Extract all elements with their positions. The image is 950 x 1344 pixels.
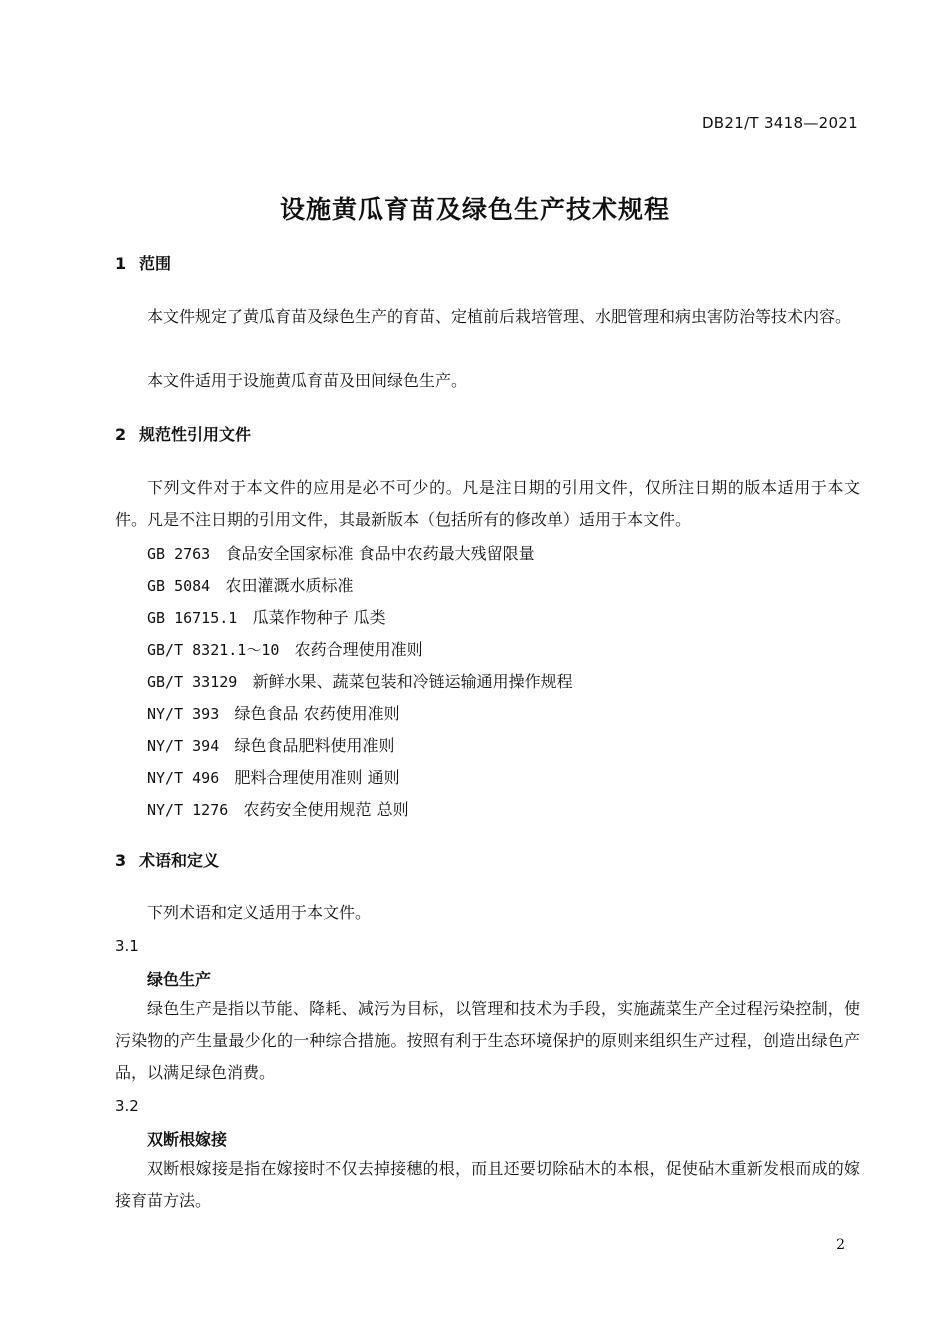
reference-code: NY/T 393: [147, 705, 220, 723]
reference-item: [147, 605, 386, 628]
reference-code: NY/T 1276: [147, 801, 229, 819]
section-2-heading: [115, 422, 251, 445]
reference-code: GB/T 33129: [147, 673, 238, 691]
section-1-paragraph-2: 本文件适用于设施黄瓜育苗及田间绿色生产。: [147, 371, 468, 390]
reference-code: GB 2763: [147, 545, 211, 563]
reference-item: [147, 701, 400, 724]
standard-code: DB21/T 3418—2021: [701, 114, 858, 132]
reference-title: 农田灌溉水质标准: [225, 576, 354, 595]
section-number: 3: [115, 851, 127, 870]
reference-code: GB 5084: [147, 577, 211, 595]
reference-title: 肥料合理使用准则 通则: [234, 768, 400, 787]
reference-item: [147, 765, 400, 788]
reference-item: [147, 637, 423, 660]
section-title: 范围: [139, 254, 172, 273]
clause-number: 3.1: [115, 937, 139, 955]
section-title: 术语和定义: [139, 851, 220, 870]
section-number: 2: [115, 425, 127, 444]
reference-title: 农药安全使用规范 总则: [243, 800, 409, 819]
reference-item: [147, 669, 573, 692]
reference-code: GB 16715.1: [147, 609, 238, 627]
section-number: 1: [115, 254, 127, 273]
section-1-heading: [115, 251, 171, 274]
page-number: 2: [836, 1237, 845, 1253]
reference-item: [147, 797, 409, 820]
reference-code: NY/T 394: [147, 737, 220, 755]
document-title: 设施黄瓜育苗及绿色生产技术规程: [279, 195, 670, 224]
term-heading: 双断根嫁接: [147, 1130, 228, 1149]
section-3-heading: [115, 848, 219, 871]
section-2-paragraph-1: 下列文件对于本文件的应用是必不可少的。凡是注日期的引用文件，仅所注日期的版本适用于本文件。凡是不注日期的引用文件，其最新版本（包括所有的修改单）适用于本文件。: [115, 478, 860, 529]
reference-item: [147, 541, 535, 564]
reference-code: GB/T 8321.1～10: [147, 641, 280, 659]
reference-title: 瓜菜作物种子 瓜类: [252, 608, 386, 627]
term-definition: 双断根嫁接是指在嫁接时不仅去掉接穗的根，而且还要切除砧木的本根，促使砧木重新发根而成的嫁接育苗方法。: [115, 1159, 860, 1210]
section-1-paragraph-1: 本文件规定了黄瓜育苗及绿色生产的育苗、定植前后栽培管理、水肥管理和病虫害防治等技术内容。: [147, 307, 852, 326]
reference-item: [147, 733, 395, 756]
section-3-paragraph-1: 下列术语和定义适用于本文件。: [147, 903, 372, 922]
reference-title: 绿色食品 农药使用准则: [234, 704, 400, 723]
reference-title: 农药合理使用准则: [294, 640, 423, 659]
reference-item: [147, 573, 354, 596]
reference-title: 新鲜水果、蔬菜包装和冷链运输通用操作规程: [252, 672, 573, 691]
reference-title: 食品安全国家标准 食品中农药最大残留限量: [225, 544, 535, 563]
reference-title: 绿色食品肥料使用准则: [234, 736, 395, 755]
term-definition: 绿色生产是指以节能、降耗、减污为目标，以管理和技术为手段，实施蔬菜生产全过程污染控制，使污染物的产生量最少化的一种综合措施。按照有利于生态环境保护的原则来组织生产过程，创造出绿色产品，以满足绿色消费。: [115, 999, 860, 1082]
reference-code: NY/T 496: [147, 769, 220, 787]
clause-number: 3.2: [115, 1097, 139, 1115]
section-title: 规范性引用文件: [139, 425, 252, 444]
term-heading: 绿色生产: [147, 970, 212, 989]
